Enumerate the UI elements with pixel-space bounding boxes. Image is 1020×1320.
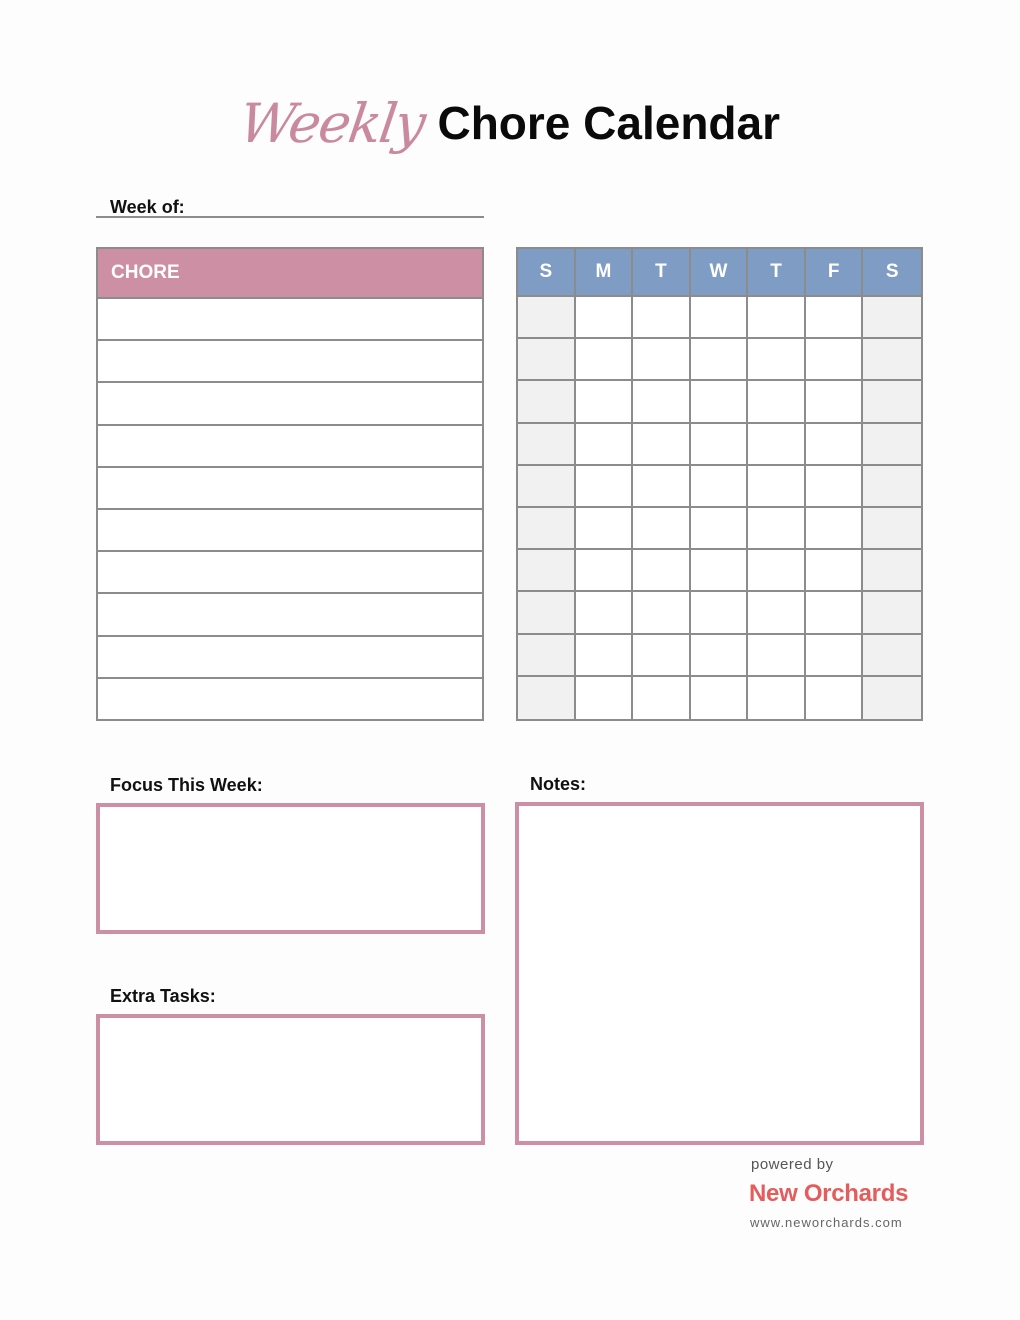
day-check-cell[interactable] (518, 466, 576, 508)
chore-row[interactable] (98, 679, 482, 719)
day-check-cell[interactable] (691, 339, 749, 381)
chore-row[interactable] (98, 426, 482, 468)
day-header: T (748, 249, 806, 297)
chore-row[interactable] (98, 594, 482, 636)
chore-table (96, 247, 484, 721)
day-check-cell[interactable] (748, 635, 806, 677)
focus-label: Focus This Week: (110, 775, 263, 795)
day-check-cell[interactable] (806, 297, 864, 339)
day-check-cell[interactable] (748, 508, 806, 550)
day-check-cell[interactable] (633, 339, 691, 381)
website-link[interactable]: www.neworchards.com (750, 1215, 903, 1230)
day-check-cell[interactable] (518, 508, 576, 550)
day-check-cell[interactable] (633, 424, 691, 466)
day-check-cell[interactable] (691, 381, 749, 423)
day-check-cell[interactable] (691, 635, 749, 677)
day-check-cell[interactable] (633, 635, 691, 677)
day-check-cell[interactable] (863, 677, 921, 719)
day-check-cell[interactable] (748, 381, 806, 423)
day-check-cell[interactable] (633, 592, 691, 634)
day-check-cell[interactable] (863, 466, 921, 508)
day-header: S (863, 249, 921, 297)
day-check-cell[interactable] (576, 339, 634, 381)
day-check-cell[interactable] (518, 381, 576, 423)
powered-by-text: powered by (751, 1156, 834, 1173)
day-check-cell[interactable] (576, 381, 634, 423)
day-check-cell[interactable] (748, 424, 806, 466)
chore-row[interactable] (98, 468, 482, 510)
day-header: S (518, 249, 576, 297)
day-check-cell[interactable] (691, 424, 749, 466)
day-check-cell[interactable] (691, 508, 749, 550)
day-check-cell[interactable] (806, 424, 864, 466)
day-check-cell[interactable] (748, 550, 806, 592)
day-check-cell[interactable] (576, 592, 634, 634)
day-check-cell[interactable] (806, 508, 864, 550)
chore-header: CHORE (98, 249, 482, 299)
day-check-cell[interactable] (863, 297, 921, 339)
day-header: M (576, 249, 634, 297)
chore-row[interactable] (98, 552, 482, 594)
day-check-cell[interactable] (691, 592, 749, 634)
page-title (0, 78, 1020, 168)
day-check-cell[interactable] (518, 635, 576, 677)
day-check-cell[interactable] (633, 677, 691, 719)
day-check-cell[interactable] (806, 339, 864, 381)
day-check-cell[interactable] (806, 381, 864, 423)
day-header: W (691, 249, 749, 297)
day-check-cell[interactable] (691, 550, 749, 592)
day-check-cell[interactable] (863, 339, 921, 381)
chore-row[interactable] (98, 510, 482, 552)
notes-label: Notes: (530, 774, 587, 794)
day-check-cell[interactable] (863, 381, 921, 423)
day-check-cell[interactable] (518, 550, 576, 592)
day-check-cell[interactable] (518, 297, 576, 339)
day-check-cell[interactable] (863, 550, 921, 592)
day-check-cell[interactable] (518, 339, 576, 381)
day-header: F (806, 249, 864, 297)
day-check-cell[interactable] (518, 424, 576, 466)
day-check-cell[interactable] (633, 550, 691, 592)
day-check-cell[interactable] (806, 677, 864, 719)
day-check-cell[interactable] (748, 339, 806, 381)
notes-box[interactable] (515, 802, 924, 1145)
day-check-cell[interactable] (633, 297, 691, 339)
day-check-cell[interactable] (748, 297, 806, 339)
day-check-cell[interactable] (518, 677, 576, 719)
day-check-cell[interactable] (691, 466, 749, 508)
day-check-cell[interactable] (691, 297, 749, 339)
day-check-cell[interactable] (863, 508, 921, 550)
day-check-cell[interactable] (806, 466, 864, 508)
day-check-cell[interactable] (633, 466, 691, 508)
day-check-cell[interactable] (863, 635, 921, 677)
day-check-cell[interactable] (748, 677, 806, 719)
brand-logo: New Orchards (749, 1180, 909, 1207)
day-check-cell[interactable] (691, 677, 749, 719)
day-check-cell[interactable] (576, 297, 634, 339)
day-check-cell[interactable] (863, 592, 921, 634)
week-of-input-line[interactable] (96, 216, 484, 218)
day-check-cell[interactable] (518, 592, 576, 634)
day-check-cell[interactable] (576, 508, 634, 550)
day-check-cell[interactable] (576, 550, 634, 592)
day-check-cell[interactable] (806, 592, 864, 634)
chore-row[interactable] (98, 299, 482, 341)
day-check-cell[interactable] (576, 677, 634, 719)
extra-tasks-box[interactable] (96, 1014, 485, 1145)
day-check-cell[interactable] (748, 466, 806, 508)
extra-tasks-label: Extra Tasks: (110, 986, 216, 1006)
focus-box[interactable] (96, 803, 485, 934)
day-check-cell[interactable] (633, 508, 691, 550)
day-check-cell[interactable] (806, 550, 864, 592)
day-check-cell[interactable] (576, 424, 634, 466)
chore-row[interactable] (98, 341, 482, 383)
day-check-cell[interactable] (863, 424, 921, 466)
day-check-cell[interactable] (633, 381, 691, 423)
title-script-word: Weekly (235, 91, 428, 155)
day-check-cell[interactable] (576, 635, 634, 677)
week-of-label: Week of: (110, 197, 185, 217)
day-check-cell[interactable] (748, 592, 806, 634)
day-header: T (633, 249, 691, 297)
day-check-cell[interactable] (806, 635, 864, 677)
chore-row[interactable] (98, 637, 482, 679)
day-checkbox-grid (516, 247, 923, 721)
chore-row[interactable] (98, 383, 482, 425)
day-check-cell[interactable] (576, 466, 634, 508)
title-main-text: Chore Calendar (437, 97, 781, 149)
